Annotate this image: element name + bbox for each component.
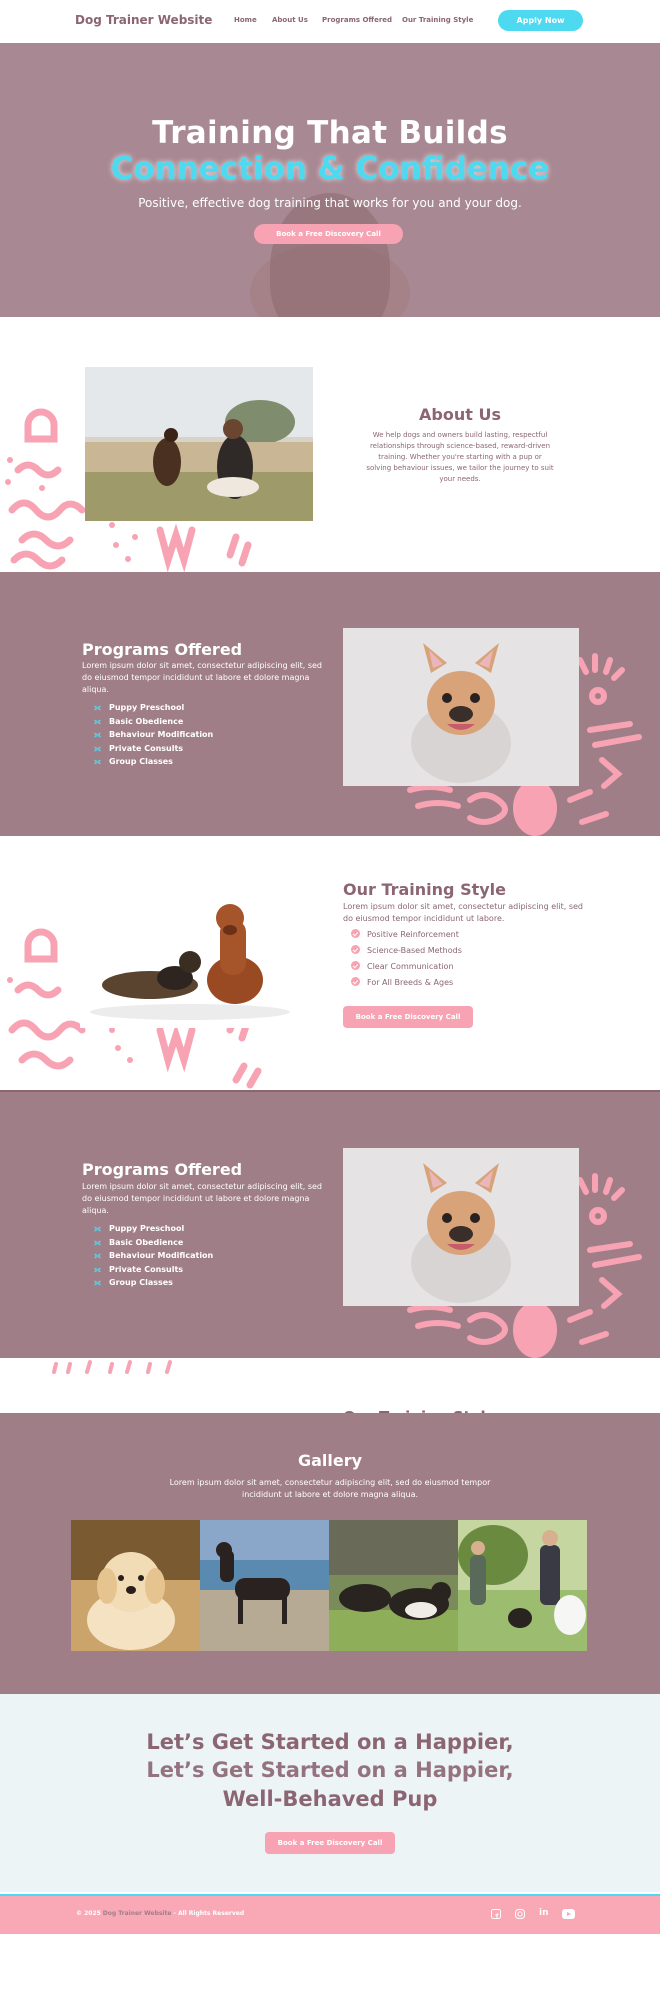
gallery-image-border-collies[interactable] <box>329 1520 458 1651</box>
site-footer <box>0 1894 660 1934</box>
footer-copyright: © 2025 Dog Trainer Website - All Rights Reserved <box>76 1910 245 1917</box>
gallery-image-doberman[interactable] <box>200 1520 329 1651</box>
list-item: ⟗ Group Classes <box>94 757 173 766</box>
about-title: About Us <box>419 405 501 424</box>
list-item: ⟗ Puppy Preschool <box>94 703 185 712</box>
hero-cta-button[interactable]: Book a Free Discovery Call <box>254 224 403 244</box>
list-item: Positive Reinforcement <box>351 929 462 945</box>
site-header <box>0 0 660 43</box>
bone-icon: ⟗ <box>94 703 101 712</box>
bone-icon: ⟗ <box>94 1264 101 1274</box>
training-cta-button[interactable]: Book a Free Discovery Call <box>343 1006 473 1028</box>
list-item: For All Breeds & Ages <box>351 977 462 993</box>
list-item: ⟗ Puppy Preschool <box>94 1224 185 1233</box>
gallery-image-owners-with-dogs[interactable] <box>458 1520 587 1651</box>
hero-title-line2: Connection & Confidence <box>110 151 550 187</box>
cta-title-line1: Let’s Get Started on a Happier, <box>146 1730 514 1754</box>
check-circle-icon <box>351 961 360 970</box>
list-item: ⟗ Private Consults <box>94 743 184 753</box>
list-item: ⟗ Behaviour Modification <box>94 730 214 739</box>
pink-scribble-decoration <box>100 515 280 575</box>
cta-button[interactable]: Book a Free Discovery Call <box>265 1832 395 1854</box>
list-item: Clear Communication <box>351 961 462 977</box>
list-item: ⟗ Group Classes <box>94 1278 173 1287</box>
bone-icon: ⟗ <box>94 716 101 726</box>
cta-title-line2: Let’s Get Started on a Happier, <box>146 1758 514 1782</box>
instagram-icon[interactable] <box>515 1909 525 1919</box>
pink-scribble-decoration <box>40 1358 200 1376</box>
list-item: ⟗ Basic Obedience <box>94 1237 184 1247</box>
hero-section <box>0 43 660 317</box>
programs-text: Lorem ipsum dolor sit amet, consectetur adipiscing elit, sed do eiusmod tempor incididunt ut labore et dolore magna aliqua. <box>82 661 322 694</box>
check-circle-icon <box>351 945 360 954</box>
nav-our-training-style[interactable]: Our Training Style <box>402 16 474 24</box>
training-title: Our Training Style <box>343 880 507 899</box>
programs-text-2: Lorem ipsum dolor sit amet, consectetur adipiscing elit, sed do eiusmod tempor incididunt ut labore et dolore magna aliqua. <box>82 1182 322 1215</box>
bone-icon: ⟗ <box>94 1237 101 1247</box>
bone-icon: ⟗ <box>94 757 101 766</box>
bone-icon: ⟗ <box>94 1278 101 1287</box>
hero-subtitle: Positive, effective dog training that works for you and your dog. <box>138 196 522 210</box>
programs-list <box>94 703 213 771</box>
cta-title-line3: Well-Behaved Pup <box>222 1787 438 1811</box>
cta-section <box>0 1694 660 1892</box>
bone-icon: ⟗ <box>94 1224 101 1233</box>
programs-photo-2 <box>343 1148 579 1306</box>
list-item: Science-Based Methods <box>351 945 462 961</box>
site-logo[interactable]: Dog Trainer Website <box>75 13 213 27</box>
programs-title: Programs Offered <box>82 640 243 659</box>
gallery-text: Lorem ipsum dolor sit amet, consectetur adipiscing elit, sed do eiusmod tempor incididunt ut labore et dolore magna aliqua. <box>169 1478 491 1499</box>
about-photo <box>85 367 313 521</box>
nav-home[interactable]: Home <box>234 16 257 24</box>
bone-icon: ⟗ <box>94 730 101 739</box>
nav-programs-offered[interactable]: Programs Offered <box>322 16 393 24</box>
programs-list-2 <box>94 1224 213 1292</box>
training-photo <box>80 880 298 1028</box>
apply-now-button[interactable]: Apply Now <box>498 10 583 31</box>
youtube-icon[interactable] <box>562 1909 575 1919</box>
gallery-title: Gallery <box>297 1451 363 1470</box>
bone-icon: ⟗ <box>94 1251 101 1260</box>
bone-icon: ⟗ <box>94 743 101 753</box>
programs-photo <box>343 628 579 786</box>
programs-title-2: Programs Offered <box>82 1160 243 1179</box>
check-circle-icon <box>351 977 360 986</box>
check-circle-icon <box>351 929 360 938</box>
training-list <box>351 929 462 993</box>
linkedin-icon[interactable]: in <box>539 1908 549 1918</box>
nav-about-us[interactable]: About Us <box>272 16 308 24</box>
training-text: Lorem ipsum dolor sit amet, consectetur adipiscing elit, sed do eiusmod tempor incididunt ut labore. <box>343 902 583 923</box>
hero-dog-head <box>270 193 390 317</box>
list-item: ⟗ Basic Obedience <box>94 716 184 726</box>
facebook-icon[interactable] <box>491 1909 501 1919</box>
list-item: ⟗ Behaviour Modification <box>94 1251 214 1260</box>
list-item: ⟗ Private Consults <box>94 1264 184 1274</box>
hero-title-line1: Training That Builds <box>152 115 508 151</box>
about-text: We help dogs and owners build lasting, respectful relationships through science-based, reward-driven training. Whether you're starting with a pup or solving behaviour issues, we tailor the journey to suit your needs. <box>366 431 554 483</box>
gallery-image-golden-puppy[interactable] <box>71 1520 200 1651</box>
